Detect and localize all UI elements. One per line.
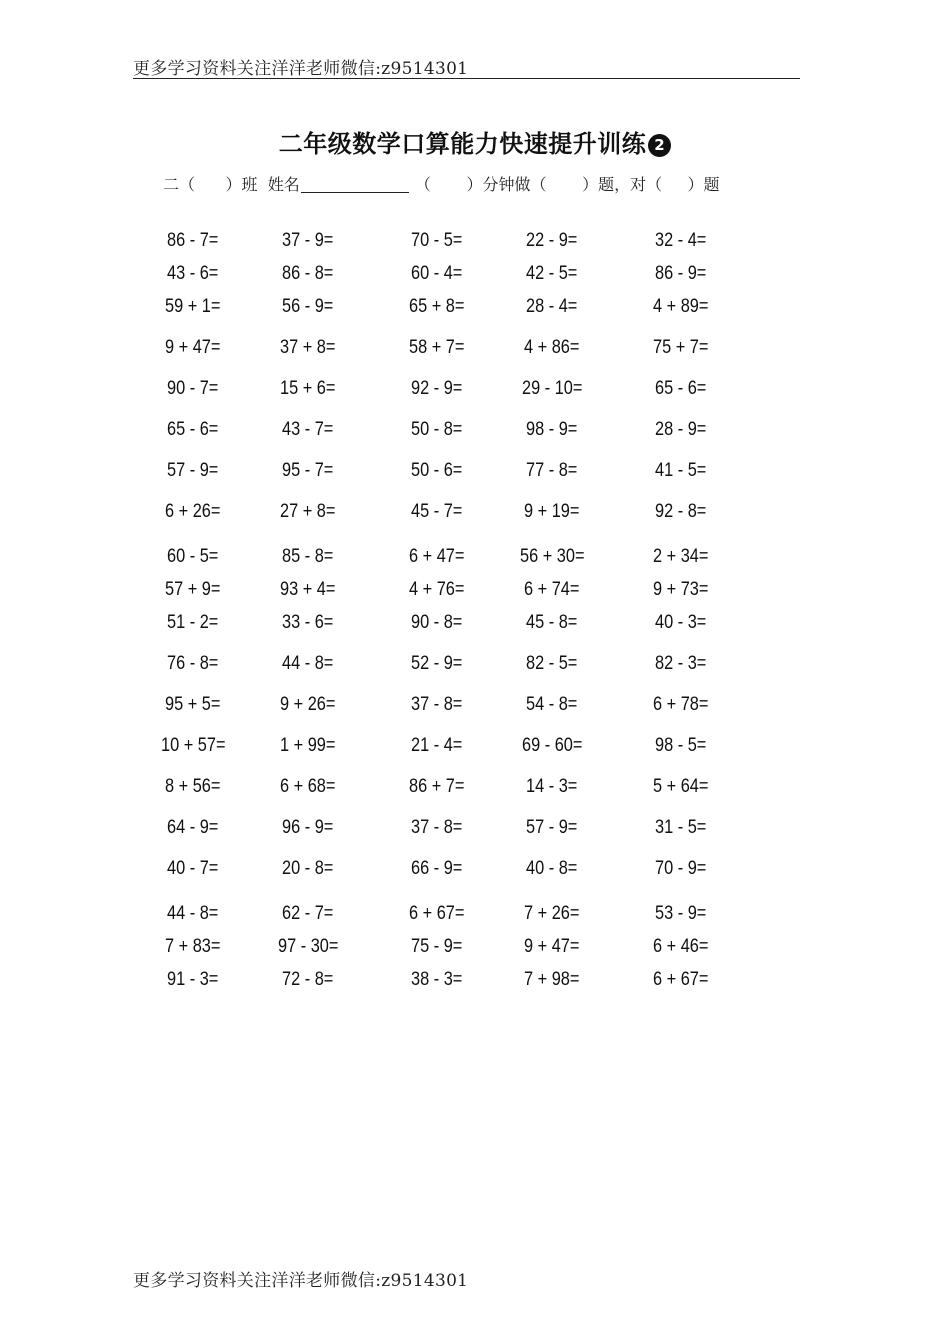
arithmetic-problem: 54 - 8= [526,694,578,715]
arithmetic-problem: 6 + 67= [653,969,709,990]
arithmetic-problem: 5 + 64= [653,776,709,797]
arithmetic-problem: 9 + 47= [524,936,580,957]
arithmetic-problem: 7 + 83= [165,936,221,957]
arithmetic-problem: 29 - 10= [521,378,583,399]
arithmetic-problem: 44 - 8= [167,903,219,924]
arithmetic-problem: 86 - 9= [655,263,707,284]
arithmetic-problem: 69 - 60= [521,735,583,756]
arithmetic-problem: 70 - 5= [411,230,463,251]
arithmetic-problem: 92 - 8= [655,501,707,522]
arithmetic-problem: 20 - 8= [282,858,334,879]
arithmetic-problem: 9 + 26= [280,694,336,715]
arithmetic-problem: 8 + 56= [165,776,221,797]
arithmetic-problem: 96 - 9= [282,817,334,838]
arithmetic-problem: 52 - 9= [411,653,463,674]
arithmetic-problem: 72 - 8= [282,969,334,990]
arithmetic-problem: 31 - 5= [655,817,707,838]
grade-label: 二（ [163,175,196,194]
arithmetic-problem: 41 - 5= [655,460,707,481]
arithmetic-problem: 6 + 74= [524,579,580,600]
arithmetic-problem: 97 - 30= [277,936,339,957]
name-label: 姓名 [267,175,300,194]
arithmetic-problem: 82 - 3= [655,653,707,674]
arithmetic-problem: 6 + 67= [409,903,465,924]
arithmetic-problem: 40 - 7= [167,858,219,879]
arithmetic-problem: 98 - 5= [655,735,707,756]
arithmetic-problem: 28 - 4= [526,296,578,317]
arithmetic-problem: 86 - 8= [282,263,334,284]
class-label: ）班 [225,175,258,194]
arithmetic-problem: 77 - 8= [526,460,578,481]
arithmetic-problem: 82 - 5= [526,653,578,674]
arithmetic-problem: 92 - 9= [411,378,463,399]
arithmetic-problem: 65 - 6= [655,378,707,399]
arithmetic-problem: 86 + 7= [409,776,465,797]
arithmetic-problem: 57 + 9= [165,579,221,600]
arithmetic-problem: 37 + 8= [280,337,336,358]
arithmetic-problem: 21 - 4= [411,735,463,756]
correct-label: ）题 [687,175,720,194]
arithmetic-problem: 60 - 5= [167,546,219,567]
arithmetic-problem: 6 + 78= [653,694,709,715]
arithmetic-problem: 40 - 8= [526,858,578,879]
arithmetic-problem: 50 - 6= [411,460,463,481]
arithmetic-problem: 28 - 9= [655,419,707,440]
arithmetic-problem: 14 - 3= [526,776,578,797]
arithmetic-problem: 57 - 9= [526,817,578,838]
arithmetic-problem: 57 - 9= [167,460,219,481]
arithmetic-problem: 43 - 6= [167,263,219,284]
arithmetic-problem: 38 - 3= [411,969,463,990]
minutes-open: （ [414,175,431,194]
arithmetic-problem: 37 - 9= [282,230,334,251]
arithmetic-problem: 22 - 9= [526,230,578,251]
done-label: ）题，对（ [582,175,663,194]
arithmetic-problem: 56 + 30= [519,546,585,567]
arithmetic-problem: 27 + 8= [280,501,336,522]
arithmetic-problem: 86 - 7= [167,230,219,251]
arithmetic-problem: 75 - 9= [411,936,463,957]
arithmetic-problem: 42 - 5= [526,263,578,284]
arithmetic-problem: 93 + 4= [280,579,336,600]
arithmetic-problem: 4 + 76= [409,579,465,600]
arithmetic-problem: 44 - 8= [282,653,334,674]
arithmetic-problem: 53 - 9= [655,903,707,924]
arithmetic-problem: 51 - 2= [167,612,219,633]
arithmetic-problem: 6 + 26= [165,501,221,522]
arithmetic-problem: 95 - 7= [282,460,334,481]
arithmetic-problem: 6 + 46= [653,936,709,957]
arithmetic-problem: 90 - 7= [167,378,219,399]
arithmetic-problem: 56 - 9= [282,296,334,317]
arithmetic-problem: 37 - 8= [411,817,463,838]
arithmetic-problem: 40 - 3= [655,612,707,633]
arithmetic-problem: 75 + 7= [653,337,709,358]
arithmetic-problem: 50 - 8= [411,419,463,440]
title-text: 二年级数学口算能力快速提升训练 [278,130,647,158]
arithmetic-problem: 66 - 9= [411,858,463,879]
arithmetic-problem: 60 - 4= [411,263,463,284]
arithmetic-problem: 1 + 99= [280,735,336,756]
arithmetic-problem: 85 - 8= [282,546,334,567]
arithmetic-problem: 6 + 68= [280,776,336,797]
arithmetic-problem: 91 - 3= [167,969,219,990]
arithmetic-problem: 62 - 7= [282,903,334,924]
arithmetic-problem: 9 + 19= [524,501,580,522]
arithmetic-problem: 58 + 7= [409,337,465,358]
arithmetic-problem: 59 + 1= [165,296,221,317]
arithmetic-problem: 45 - 7= [411,501,463,522]
arithmetic-problem: 64 - 9= [167,817,219,838]
arithmetic-problem: 9 + 47= [165,337,221,358]
arithmetic-problem: 32 - 4= [655,230,707,251]
arithmetic-problem: 37 - 8= [411,694,463,715]
arithmetic-problem: 7 + 98= [524,969,580,990]
arithmetic-problem: 95 + 5= [165,694,221,715]
arithmetic-problem: 2 + 34= [653,546,709,567]
arithmetic-problem: 10 + 57= [160,735,226,756]
arithmetic-problem: 90 - 8= [411,612,463,633]
header-note: 更多学习资料关注洋洋老师微信:z9514301 [133,59,469,79]
arithmetic-problem: 65 + 8= [409,296,465,317]
arithmetic-problem: 7 + 26= [524,903,580,924]
arithmetic-problem: 6 + 47= [409,546,465,567]
arithmetic-problem: 65 - 6= [167,419,219,440]
arithmetic-problem: 45 - 8= [526,612,578,633]
arithmetic-problem: 33 - 6= [282,612,334,633]
title-number-badge: 2 [648,134,671,157]
arithmetic-problem: 15 + 6= [280,378,336,399]
arithmetic-problem: 4 + 89= [653,296,709,317]
arithmetic-problem: 76 - 8= [167,653,219,674]
arithmetic-problem: 98 - 9= [526,419,578,440]
arithmetic-problem: 9 + 73= [653,579,709,600]
arithmetic-problem: 70 - 9= [655,858,707,879]
arithmetic-problem: 43 - 7= [282,419,334,440]
footer-note: 更多学习资料关注洋洋老师微信:z9514301 [133,1271,469,1291]
page-title [0,124,950,159]
arithmetic-problem: 4 + 86= [524,337,580,358]
name-blank[interactable] [301,176,409,193]
student-info-line [163,172,720,195]
minutes-label: ）分钟做（ [466,175,547,194]
header-rule [133,78,800,79]
